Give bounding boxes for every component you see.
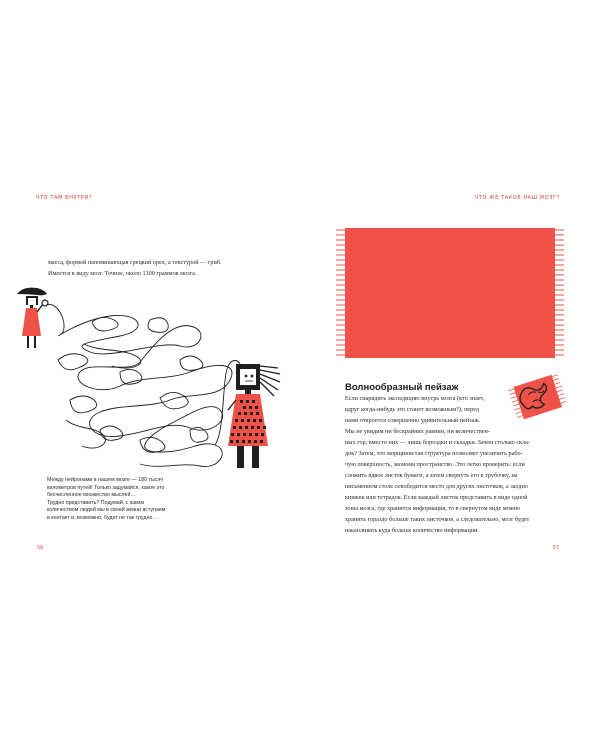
left-caption bbox=[47, 477, 182, 523]
section-title: Волнообразный пейзаж bbox=[345, 382, 459, 393]
caption-line: Трудно представить? Подумай, с каким bbox=[47, 499, 145, 506]
right-body-line: сложить вдвое листок бумаги, а затем свернуть его в трубочку, на bbox=[345, 472, 518, 479]
robot-figure bbox=[228, 364, 280, 468]
right-body-line: чую поверхность, экономя пространство. Это легко проверить: если bbox=[345, 461, 525, 468]
caption-line: количеством людей мы в своей жизни вступаем bbox=[47, 507, 166, 514]
right-body-line: док? Затем, что морщинистая структура позволяет увеличить рабо- bbox=[345, 450, 523, 457]
right-body-line: хранить гораздо больше таких листочков, а следовательно, мозг будет bbox=[345, 516, 530, 523]
rug-fringe-right bbox=[555, 230, 564, 355]
right-body-line: Мы не увидим ни бескрайних равнин, ни величествен- bbox=[345, 428, 490, 435]
page-number-right: 57 bbox=[552, 545, 559, 551]
right-body-line: письменном столе освободится место для других листочков, а заодно bbox=[345, 483, 528, 490]
woman-figure bbox=[17, 288, 48, 348]
right-body-line: вдруг когда-нибудь это станет возможным?), перед bbox=[345, 406, 480, 413]
caption-line: в контакт и, возможно, будет не так трудно… bbox=[47, 514, 158, 521]
right-body-line: нами откроется совершенно удивительный пейзаж. bbox=[345, 417, 481, 424]
tangled-cord bbox=[46, 304, 240, 466]
caption-line: Между нейронами в нашем мозге — 180 тысяч bbox=[47, 477, 164, 483]
right-body-line: Если снарядить экспедицию внутрь мозга (кто знает, bbox=[345, 395, 485, 402]
right-body-line: накапливать куда больше количество информации. bbox=[345, 527, 479, 534]
left-body-text bbox=[48, 257, 260, 279]
right-body-line: книжек или тетрадок. Если каждый листок представить в виде одной bbox=[345, 494, 528, 501]
left-body-line: Имеется в виду мозг. Точнее, около 1300 граммов мозга. bbox=[48, 270, 197, 277]
right-body-text bbox=[345, 393, 555, 536]
rug-fringe-left bbox=[336, 230, 345, 355]
page-number-left: 56 bbox=[37, 545, 44, 551]
left-body-line: масса, формой напоминающая грецкий орех, а текстурой — гриб. bbox=[48, 259, 222, 266]
running-head-right: ЧТО ЖЕ ТАКОЕ НАШ МОЗГ? bbox=[474, 195, 560, 201]
caption-line: бесчисленное множество мыслей… bbox=[47, 492, 136, 499]
running-head-left: ЧТО ТАМ ВНУТРИ? bbox=[36, 195, 93, 201]
caption-line: километров путей! Только задумайся, какое это bbox=[47, 484, 165, 491]
red-rug-illustration bbox=[336, 226, 564, 360]
right-body-line: ных гор, вместо них — лишь бороздки и складки. Зачем столько скла- bbox=[345, 439, 530, 446]
rug-body bbox=[345, 228, 555, 358]
right-body-line: зоны мозга, где хранится информация, то в свернутом виде можно bbox=[345, 505, 521, 512]
